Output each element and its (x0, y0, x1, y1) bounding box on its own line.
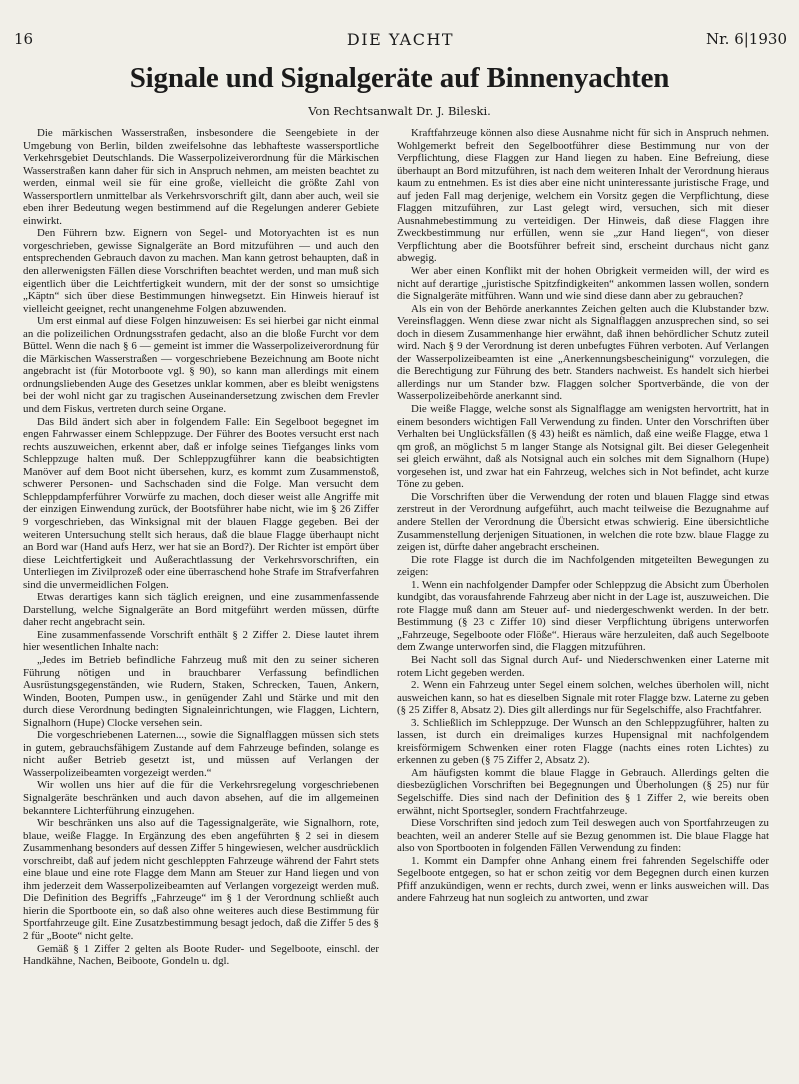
page-header (14, 30, 787, 52)
paragraph: Wir beschränken uns also auf die Tagessignalgeräte, wie Signalhorn, rote, blaue, weiße Flagge. In Ergänzung des eben angeführten § 2 sei in diesem Zusammenhang besonders auf dessen Ziffer 5 hingewiesen, welcher ausdrücklich vorschreibt, daß auf jedem nicht geschleppten Fahrzeuge während der Fahrt stets eine blaue und eine rote Flagge dem Mann am Steuer zur Hand liegen und von ihm jederzeit dem Wasserpolizeibeamten auf Verlangen vorgezeigt werden muß. Die Definition des Begriffs „Fahrzeuge“ im § 1 der Verordnung schließt auch hierin die Sportboote ein, so daß also ohne weiteres auch diese Bestimmung für Sportfahrzeuge gilt. Eine Zusatzbestimmung besagt jedoch, daß die Ziffer 5 des § 2 für „Boote“ nicht gelte. (23, 817, 379, 942)
paragraph: 2. Wenn ein Fahrzeug unter Segel einem solchen, welches überholen will, nicht ausweichen kann, so hat es dieselben Signale mit roter Flagge bzw. Laterne zu geben (§ 25 Ziffer 8, Absatz 2). Dies gilt allerdings nur für Segelschiffe, also Frachtfahrer. (397, 679, 769, 717)
paragraph: Die märkischen Wasserstraßen, insbesondere die Seengebiete in der Umgebung von Berlin, bilden zweifelsohne das lebhafteste wassersportliche Verkehrsgebiet Deutschlands. Die Wasserpolizeiverordnung für die Märkischen Wasserstraßen kann daher für sich in Anspruch nehmen, am meisten beachtet zu werden, einmal weil sie für eine große, vielleicht die größte Zahl von Wassersportlern unmittelbar als Verkehrsvorschrift gilt, dann aber auch, weil sie eben ihrer Bedeutung wegen bestimmend auf die Regelungen anderer Gebiete einwirkt. (23, 127, 379, 227)
paragraph: Um erst einmal auf diese Folgen hinzuweisen: Es sei hierbei gar nicht einmal an die polizeilichen Ordnungsstrafen gedacht, also an die bloße Furcht vor dem Büttel. Wenn die nach § 6 — gemeint ist immer die Wasserpolizeiverordnung für die Märkischen Wasserstraßen — vorgeschriebene Bezeichnung am Boote nicht angebracht ist (für Motorboote vgl. § 90), so kann man allerdings mit einem ordnungsliebenden Auge des Gesetzes unklar kommen, aber es bleibt wenigstens bei der wohl nicht gar zu tragischen Auseinandersetzung zwischen dem Frevler und dem Fiskus, vertreten durch seine Organe. (23, 315, 379, 416)
article-byline: Von Rechtsanwalt Dr. J. Bileski. (308, 104, 491, 118)
paragraph: Die vorgeschriebenen Laternen..., sowie die Signalflaggen müssen sich stets in gutem, gebrauchsfähigem Zustande auf dem Fahrzeuge befinden, solange es nicht außer Betrieb gesetzt ist, und müssen auf Verlangen der Wasserpolizeibeamten vorgezeigt werden.“ (23, 729, 379, 779)
paragraph: Etwas derartiges kann sich täglich ereignen, und eine zusammenfassende Darstellung, welche Signalgeräte an Bord mitgeführt werden müssen, dürfte daher recht angebracht sein. (23, 591, 379, 629)
paragraph: Am häufigsten kommt die blaue Flagge in Gebrauch. Allerdings gelten die diesbezüglichen Vorschriften bei Begegnungen und Überholungen (§ 25) nur für Segelschiffe. Dies sind nach der Definition des § 1 Ziffer 2, wie bereits oben erwähnt, nicht Sportsegler, sondern Frachtfahrzeuge. (397, 766, 769, 817)
paragraph: Wer aber einen Konflikt mit der hohen Obrigkeit vermeiden will, der wird es nicht auf derartige „juristische Spitzfindigkeiten“ ankommen lassen wollen, sondern die Signalgeräte mitführen. Wann und wie sind diese dann aber zu gebrauchen? (397, 265, 769, 303)
paragraph: Als ein von der Behörde anerkanntes Zeichen gelten auch die Klubstander bzw. Vereinsflaggen. Wenn diese zwar nicht als Signalflaggen anzusprechen sind, so sei doch in diesem Zusammenhange hier erwähnt, daß ihnen behördlicher Schutz zuteil wird. Nach § 9 der Verordnung ist deren unbefugtes Führen verboten. Auf Verlangen der Wasserpolizeibeamten ist eine „Anerkennungsbescheinigung“ vorzulegen, die die Berechtigung zur Führung des betr. Standers nachweist. Es handelt sich hierbei allerdings nur um Stander bzw. Flaggen solcher Sportverbände, die von der Wasserpolizeibehörde anerkannt sind. (397, 302, 769, 403)
paragraph: Wir wollen uns hier auf die für die Verkehrsregelung vorgeschriebenen Signalgeräte beschränken und auch davon absehen, auf die im allgemeinen bekanntere Lichterführung einzugehen. (23, 779, 379, 817)
page-number: 16 (14, 30, 34, 48)
right-column (397, 127, 769, 1072)
paragraph: Den Führern bzw. Eignern von Segel- und Motoryachten ist es nun vorgeschrieben, gewisse Signalgeräte an Bord mitzuführen — und auch den entsprechenden Gebrauch davon zu machen. Man kann getrost behaupten, daß in den allerwenigsten Fällen diese Vorschriften beachtet werden, und man muß sich eigentlich über die Leichtfertigkeit wundern, mit der der sonst so umsichtige „Käptn“ sich über diese Bestimmungen hinwegsetzt. Ein Hinweis hierauf ist vielleicht geeignet, recht unangenehme Folgen abzuwenden. (23, 227, 379, 315)
paragraph: Gemäß § 1 Ziffer 2 gelten als Boote Ruder- und Segelboote, einschl. der Handkähne, Nachen, Beiboote, Gondeln u. dgl. (23, 942, 379, 968)
paragraph: Kraftfahrzeuge können also diese Ausnahme nicht für sich in Anspruch nehmen. Wohlgemerkt befreit den Segelbootführer diese Bestimmung nur von der Verpflichtung, diese Flaggen zur Hand liegen zu haben. Eine Befreiung, diese überhaupt an Bord mitzuführen, ist nach dem weiteren Inhalt der Verordnung hieraus kaum zu entnehmen. Es ist dies aber eine nicht uninteressante juristische Frage, und auf jeden Fall mag derjenige, welchem ein Vorsitz gegen die Verpflichtung, diese Flaggen mitzuführen, zur Last gelegt wird, versuchen, sich mit dieser Ausnahmebestimmung zu verteidigen. Der Hinweis, daß diese Flaggen ihre Zweckbestimmung nur erfüllen, wenn sie „zur Hand liegen“, von dieser Verpflichtung aber die Bootsführer befreit sind, erscheint durchaus nicht ganz abwegig. (397, 127, 769, 265)
paragraph: Die rote Flagge ist durch die im Nachfolgenden mitgeteilten Bewegungen zu zeigen: (397, 553, 769, 579)
paragraph: 1. Kommt ein Dampfer ohne Anhang einem frei fahrenden Segelschiffe oder Segelboote entgegen, so hat er schon zeitig vor dem Begegnen durch einen kurzen Pfiff anzukündigen, wenn er rechts, durch zwei, wenn er links ausweichen will. Das andere Fahrzeug hat nun sogleich zu antworten, und zwar (397, 854, 769, 905)
paragraph: Die weiße Flagge, welche sonst als Signalflagge am wenigsten hervortritt, hat in einem besonders wichtigen Fall Verwendung zu finden. Unter den Vorschriften über Verhalten bei Unglücksfällen (§ 43) heißt es nämlich, daß eine weiße Flagge, etwa 1 qm groß, an möglichst 5 m langer Stange als Notsignal gilt. Bei dieser Gelegenheit sei gleich erwähnt, daß als Notsignal auch ein solches mit dem Signalhorn (Hupe) vorgesehen ist, und zwar hat ein Fahrzeug, welches sich in Not befindet, acht kurze Töne zu geben. (397, 403, 769, 491)
paragraph: Bei Nacht soll das Signal durch Auf- und Niederschwenken einer Laterne mit rotem Licht gegeben werden. (397, 653, 769, 679)
paragraph: Das Bild ändert sich aber in folgendem Falle: Ein Segelboot begegnet im engen Fahrwasser einem Schleppzuge. Der Führer des Bootes versucht erst nach rechts auszuweichen, erkennt aber, daß er infolge seines Tiefganges links vom Schleppzuge halten muß. Der Schleppzugführer kann die beabsichtigten Manöver auf dem Boot nicht übersehen, kurz, es kommt zum Zusammenstoß, schwerer Personen- und Sachschaden sind die Folge. Man versucht dem Schleppdampferführer Vorwürfe zu machen, doch dieser weist alle Angriffe mit der einzigen Einwendung zurück, der Bootsführer habe nicht, wie im § 26 Ziffer 9 vorgeschrieben, das Winksignal mit der blauen Flagge gegeben. Bei der weiteren Untersuchung stellt sich heraus, daß die blaue Flagge überhaupt nicht an Bord war (Hand aufs Herz, wer hat sie an Bord?). Der Richter ist empört über diese Leichtfertigkeit und Außerachtlassung der Verkehrsvorschriften, ein Unterliegen im Zivilprozeß oder eine überraschend hohe Strafe im Strafverfahren sind die unvermeidlichen Folgen. (23, 415, 379, 591)
paragraph: „Jedes im Betrieb befindliche Fahrzeug muß mit den zu seiner sicheren Führung nötigen und in brauchbarer Verfassung befindlichen Ausrüstungsgegenständen, wie Rudern, Staken, Schrecken, Tauen, Ankern, Winden, Booten, Pumpen usw., in genügender Zahl und Stärke und mit den durch diese Verordnung bedingten Signaleinrichtungen, wie Flaggen, Lichtern, Signalhorn (Hupe) Clocke versehen sein. (23, 653, 379, 729)
paragraph: Die Vorschriften über die Verwendung der roten und blauen Flagge sind etwas zerstreut in der Verordnung aufgeführt, auch macht teilweise die Bezugnahme auf andere Stellen der Verordnung die Übersicht etwas schwierig. Eine übersichtliche Zusammenstellung derjenigen Situationen, in welchen die rote bzw. blaue Flagge zu zeigen ist, dürfte daher angebracht erscheinen. (397, 490, 769, 554)
paragraph: Diese Vorschriften sind jedoch zum Teil deswegen auch von Sportfahrzeugen zu beachten, weil an anderer Stelle auf sie Bezug genommen ist. Die blaue Flagge hat also von Sportbooten in folgenden Fällen Verwendung zu finden: (397, 817, 769, 855)
left-column (23, 127, 379, 1072)
paragraph: 1. Wenn ein nachfolgender Dampfer oder Schleppzug die Absicht zum Überholen kundgibt, das vorausfahrende Fahrzeug aber nicht in der Lage ist, auszuweichen. Die rote Flagge muß dann am Steuer auf- und niedergeschwenkt werden. In der betr. Bestimmung (§ 23 c Ziffer 10) sind dieser Verpflichtung übrigens unterworfen „Fahrzeuge, Segelboote oder Flöße“. Hieraus wäre herzuleiten, daß auch Segelboote dem Zwange unterworfen sind, die Flaggen mitzuführen. (397, 578, 769, 654)
issue-number: Nr. 6|1930 (706, 30, 787, 48)
article-title: Signale und Signalgeräte auf Binnenyachten (129, 62, 670, 94)
paragraph: Eine zusammenfassende Vorschrift enthält § 2 Ziffer 2. Diese lautet ihrem hier wesentlichen Inhalte nach: (23, 628, 379, 654)
magazine-name: DIE YACHT (346, 30, 455, 49)
paragraph: 3. Schließlich im Schleppzuge. Der Wunsch an den Schleppzugführer, halten zu lassen, ist durch ein dreimaliges kurzes Hupensignal mit nachfolgendem kreisförmigem Schwenken einer roten Flagge (nachts eines roten Lichtes) zu erkennen zu geben (§ 75 Ziffer 2, Absatz 2). (397, 716, 769, 767)
